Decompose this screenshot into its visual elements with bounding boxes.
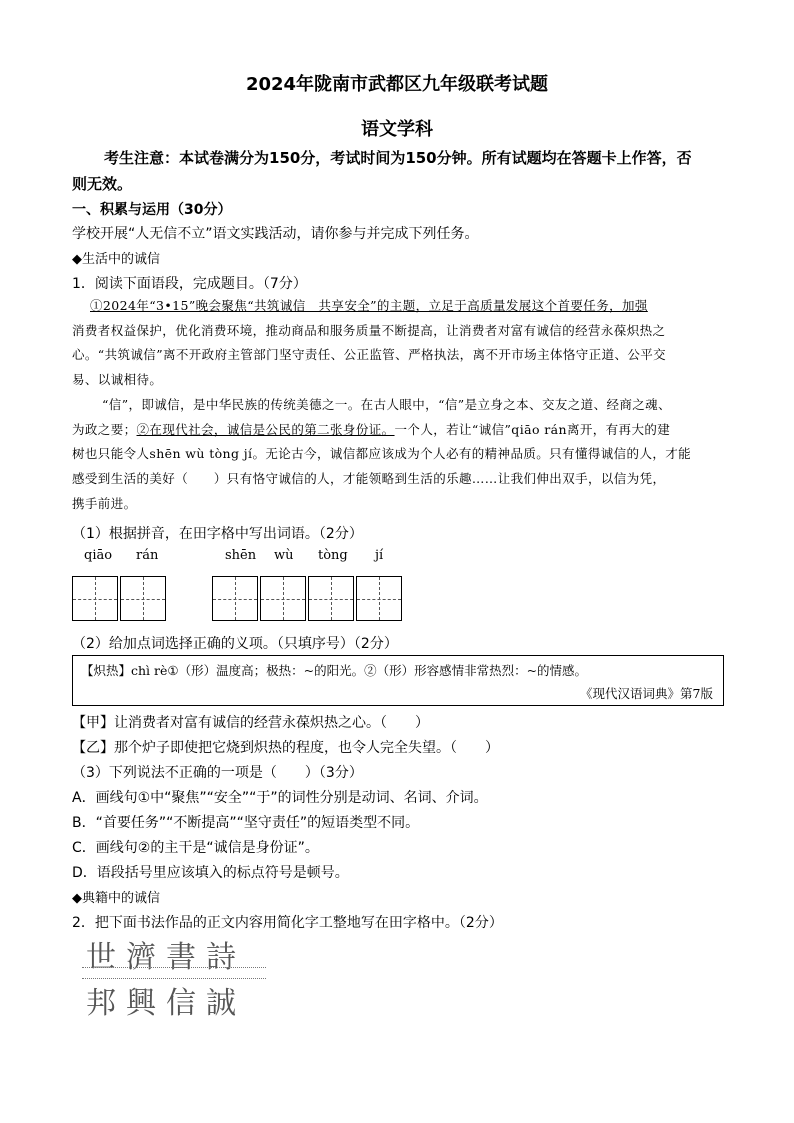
subject-title: 语文学科 (361, 119, 433, 140)
passage-line: 心。“共筑诚信”离不开政府主管部门坚守责任、公正监管、严格执法，离不开市场主体恪守正道、公平交 (72, 347, 667, 363)
tian-grid-box[interactable] (212, 576, 258, 621)
tian-grid-box[interactable] (72, 576, 118, 621)
pinyin-label: tòng (318, 548, 348, 563)
subsection-classics: ◆典籍中的诚信 (72, 891, 160, 906)
passage-text: 一个人，若让“诚信”qiāo rán离开，有再大的建 (394, 421, 671, 437)
passage-line: “信”，即诚信，是中华民族的传统美德之一。在古人眼中，“信”是立身之本、交友之道、经商之魂、 (102, 396, 671, 412)
option-b: B．“首要任务”“不断提高”“坚守责任”的短语类型不同。 (72, 815, 420, 831)
question-1: 1．阅读下面语段，完成题目。（7分） (72, 276, 307, 292)
passage-line: 携手前进。 (72, 495, 137, 511)
tian-grid-box[interactable] (120, 576, 166, 621)
pinyin-label: qiāo (84, 548, 113, 563)
calligraphy-artwork (82, 932, 272, 1021)
section-heading-1: 一、积累与运用（30分） (72, 202, 232, 218)
exam-title: 2024年陇南市武都区九年级联考试题 (245, 74, 549, 95)
tian-grid-box[interactable] (356, 576, 402, 621)
option-c: C．画线句②的主干是“诚信是身份证”。 (72, 840, 319, 856)
passage-text: 为政之要； (72, 421, 137, 437)
pinyin-label: jí (375, 548, 384, 563)
tian-grid-box[interactable] (260, 576, 306, 621)
pinyin-label: rán (136, 548, 159, 563)
question-1-1: （1）根据拼音，在田字格中写出词语。（2分） (72, 526, 363, 542)
notice-line-2: 则无效。 (72, 175, 133, 193)
question-1-2: （2）给加点词选择正确的义项。（只填序号）（2分） (72, 636, 398, 652)
underlined-sentence-2: ②在现代社会，诚信是公民的第二张身份证。 (136, 421, 395, 437)
dictionary-source: 《现代汉语词典》第7版 (580, 686, 713, 701)
section-intro: 学校开展“人无信不立”语文实践活动，请你参与并完成下列任务。 (72, 226, 479, 242)
subsection-life: ◆生活中的诚信 (72, 252, 160, 267)
sub-question-jia: 【甲】让消费者对富有诚信的经营永葆炽热之心。（ ） (72, 715, 429, 731)
pinyin-label: wù (274, 548, 294, 563)
notice-line-1: 考生注意：本试卷满分为150分，考试时间为150分钟。所有试题均在答题卡上作答，否 (104, 149, 692, 167)
calligraphy-row-top: 世濟書詩 (86, 940, 246, 975)
calligraphy-row-bottom: 邦興信誠 (86, 986, 246, 1021)
passage-line: 树也只能令人shēn wù tòng jí。无论古今，诚信都应该成为个人必有的精神品质。只有懂得诚信的人，才能 (72, 446, 692, 462)
option-a: A．画线句①中“聚焦”“安全”“于”的词性分别是动词、名词、介词。 (72, 790, 488, 806)
tian-grid-box[interactable] (308, 576, 354, 621)
dictionary-definition: 【炽热】chì rè①（形）温度高；极热：~的阳光。②（形）形容感情非常热烈：~的情感。 (81, 663, 588, 678)
dictionary-entry-box (72, 655, 724, 706)
pinyin-label: shēn (225, 548, 257, 563)
passage-line: 易、以诚相待。 (72, 372, 163, 388)
passage-line: 感受到生活的美好（ ）只有恪守诚信的人，才能领略到生活的乐趣……让我们伸出双手，以信为凭， (72, 470, 666, 486)
sub-question-yi: 【乙】那个炉子即使把它烧到炽热的程度，也令人完全失望。（ ） (72, 740, 499, 756)
option-d: D．语段括号里应该填入的标点符号是顿号。 (72, 865, 349, 881)
reading-passage (72, 294, 724, 516)
question-1-3: （3）下列说法不正确的一项是（ ）（3分） (72, 765, 363, 781)
passage-line: 消费者权益保护，优化消费环境，推动商品和服务质量不断提高，让消费者对富有诚信的经营永葆炽热之 (72, 322, 666, 338)
question-2: 2．把下面书法作品的正文内容用简化字工整地写在田字格中。（2分） (72, 915, 503, 931)
underlined-sentence-1: ①2024年“3•15”晚会聚焦“共筑诚信 共享安全”的主题，立足于高质量发展这个首要任务，加强 (90, 298, 648, 313)
